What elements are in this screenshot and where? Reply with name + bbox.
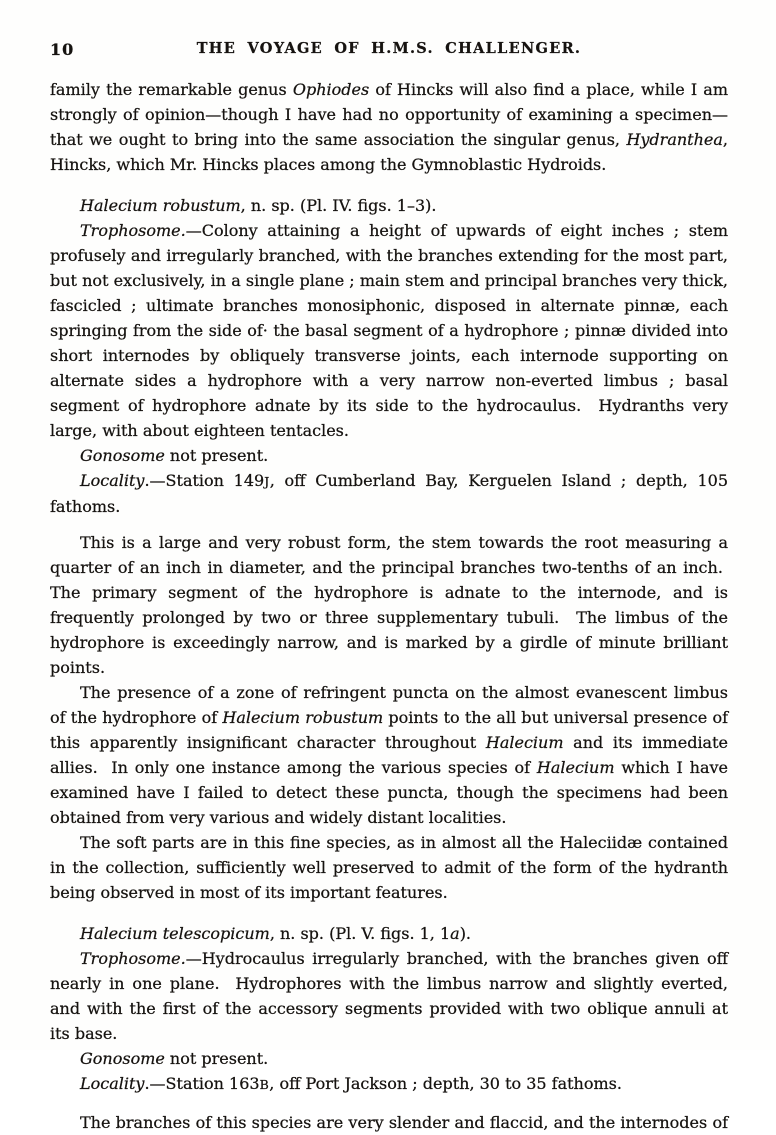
- text-run: , off Cumberland Bay, Kerguelen Island ; depth, 105 fathoms.: [50, 471, 728, 516]
- gonosome-line-robustum: [50, 443, 728, 468]
- text-run: points to the all but universal presence of this apparently insignificant character throughout: [50, 708, 729, 752]
- text-run: Locality: [80, 471, 145, 490]
- text-run: , n. sp. (Pl. IV. figs. 1–3).: [240, 196, 437, 215]
- text-run: ).: [459, 924, 472, 943]
- text-run: —Hydrocaulus irregularly branched, with the branches given off nearly in one plane. Hydrophores with the limbus narrow and slightly everted, and with the first of the accessory segments provided with two oblique annuli at its base.: [50, 949, 728, 1043]
- text-run: , off Port Jackson ; depth, 30 to 35 fathoms.: [269, 1074, 622, 1093]
- trophosome-paragraph-robustum: [50, 218, 728, 443]
- text-run: .—Station 163: [144, 1074, 260, 1093]
- continuation-paragraph: [50, 77, 728, 177]
- text-run: family the remarkable genus: [50, 80, 293, 99]
- description-paragraph-1: [50, 530, 728, 680]
- text-run: , Hincks, which Mr. Hincks places among the Gymnoblastic Hydroids.: [50, 130, 728, 174]
- text-run: The branches of this species are very slender and flaccid, and the internodes of: [80, 1113, 728, 1132]
- text-run: Ophiodes: [292, 80, 370, 99]
- page-header: [50, 36, 728, 58]
- text-run: Halecium telescopicum: [80, 924, 270, 943]
- text-run: J: [264, 474, 270, 489]
- text-run: not present.: [164, 446, 269, 465]
- text-run: Trophosome.: [80, 221, 186, 240]
- text-run: , n. sp. (Pl. V. figs. 1, 1: [269, 924, 451, 943]
- closing-catchline-paragraph: [50, 1110, 728, 1135]
- page-number: 10: [50, 40, 75, 59]
- text-run: Hydranthea: [626, 130, 723, 149]
- text-run: a: [450, 924, 460, 943]
- locality-line-robustum: [50, 468, 728, 519]
- text-run: Halecium robustum: [80, 196, 241, 215]
- text-run: Halecium: [536, 758, 615, 777]
- text-run: This is a large and very robust form, the stem towards the root measuring a quarter of an inch in diameter, and the principal branches two-tenths of an inch. The primary segment of the hydrophore is adnate to the internode, and is frequently prolonged by two or three supplementary tubuli. The limbus of the hydrophore is exceedingly narrow, and is marked by a girdle of minute brilliant points.: [50, 533, 728, 677]
- text-run: and its immediate allies. In only one instance among the various species of: [50, 733, 728, 777]
- text-run: not present.: [164, 1049, 269, 1068]
- text-run: —Colony attaining a height of upwards of eight inches ; stem profusely and irregularly branched, with the branches extending for the most part, but not exclusively, in a single plane ; main stem and principal branches very thick, fascicled ; ultimate branches monosiphonic, disposed in alternate pinnæ, each springing from the side of· the basal segment of a hydrophore ; pinnæ divided into short internodes by obliquely transverse joints, each internode supporting on alternate sides a hydrophore with a very narrow non-everted limbus ; basal segment of hydrophore adnate by its side to the hydrocaulus. Hydranths very large, with about eighteen tentacles.: [50, 221, 728, 440]
- species-heading-halecium-telescopicum: [50, 921, 728, 946]
- text-run: Locality: [80, 1074, 145, 1093]
- text-run: Gonosome: [80, 446, 165, 465]
- page-body: [50, 77, 728, 1135]
- text-run: which I have examined have I failed to detect these puncta, though the specimens had been obtained from very various and widely distant localities.: [50, 758, 729, 827]
- locality-line-telescopicum: [50, 1071, 728, 1097]
- text-run: Trophosome.: [80, 949, 186, 968]
- text-run: Halecium robustum: [222, 708, 384, 727]
- text-run: The soft parts are in this fine species, as in almost all the Haleciidæ contained in the collection, sufficiently well preserved to admit of the form of the hydranth being observed in most of its important features.: [50, 833, 728, 902]
- text-run: Halecium: [485, 733, 564, 752]
- running-title: THE VOYAGE OF H.M.S. CHALLENGER.: [196, 40, 582, 57]
- text-run: .—Station 149: [144, 471, 265, 490]
- species-heading-halecium-robustum: [50, 193, 728, 218]
- text-run: The presence of a zone of refringent puncta on the almost evanescent limbus of the hydrophore of: [50, 683, 728, 727]
- text-run: B: [259, 1077, 270, 1092]
- text-run: of Hincks will also find a place, while I am strongly of opinion—though I have had no opportunity of examining a specimen—that we ought to bring into the same association the singular genus,: [50, 80, 729, 149]
- description-paragraph-2: [50, 680, 728, 830]
- description-paragraph-3: [50, 830, 728, 905]
- trophosome-paragraph-telescopicum: [50, 946, 728, 1046]
- text-run: Gonosome: [80, 1049, 165, 1068]
